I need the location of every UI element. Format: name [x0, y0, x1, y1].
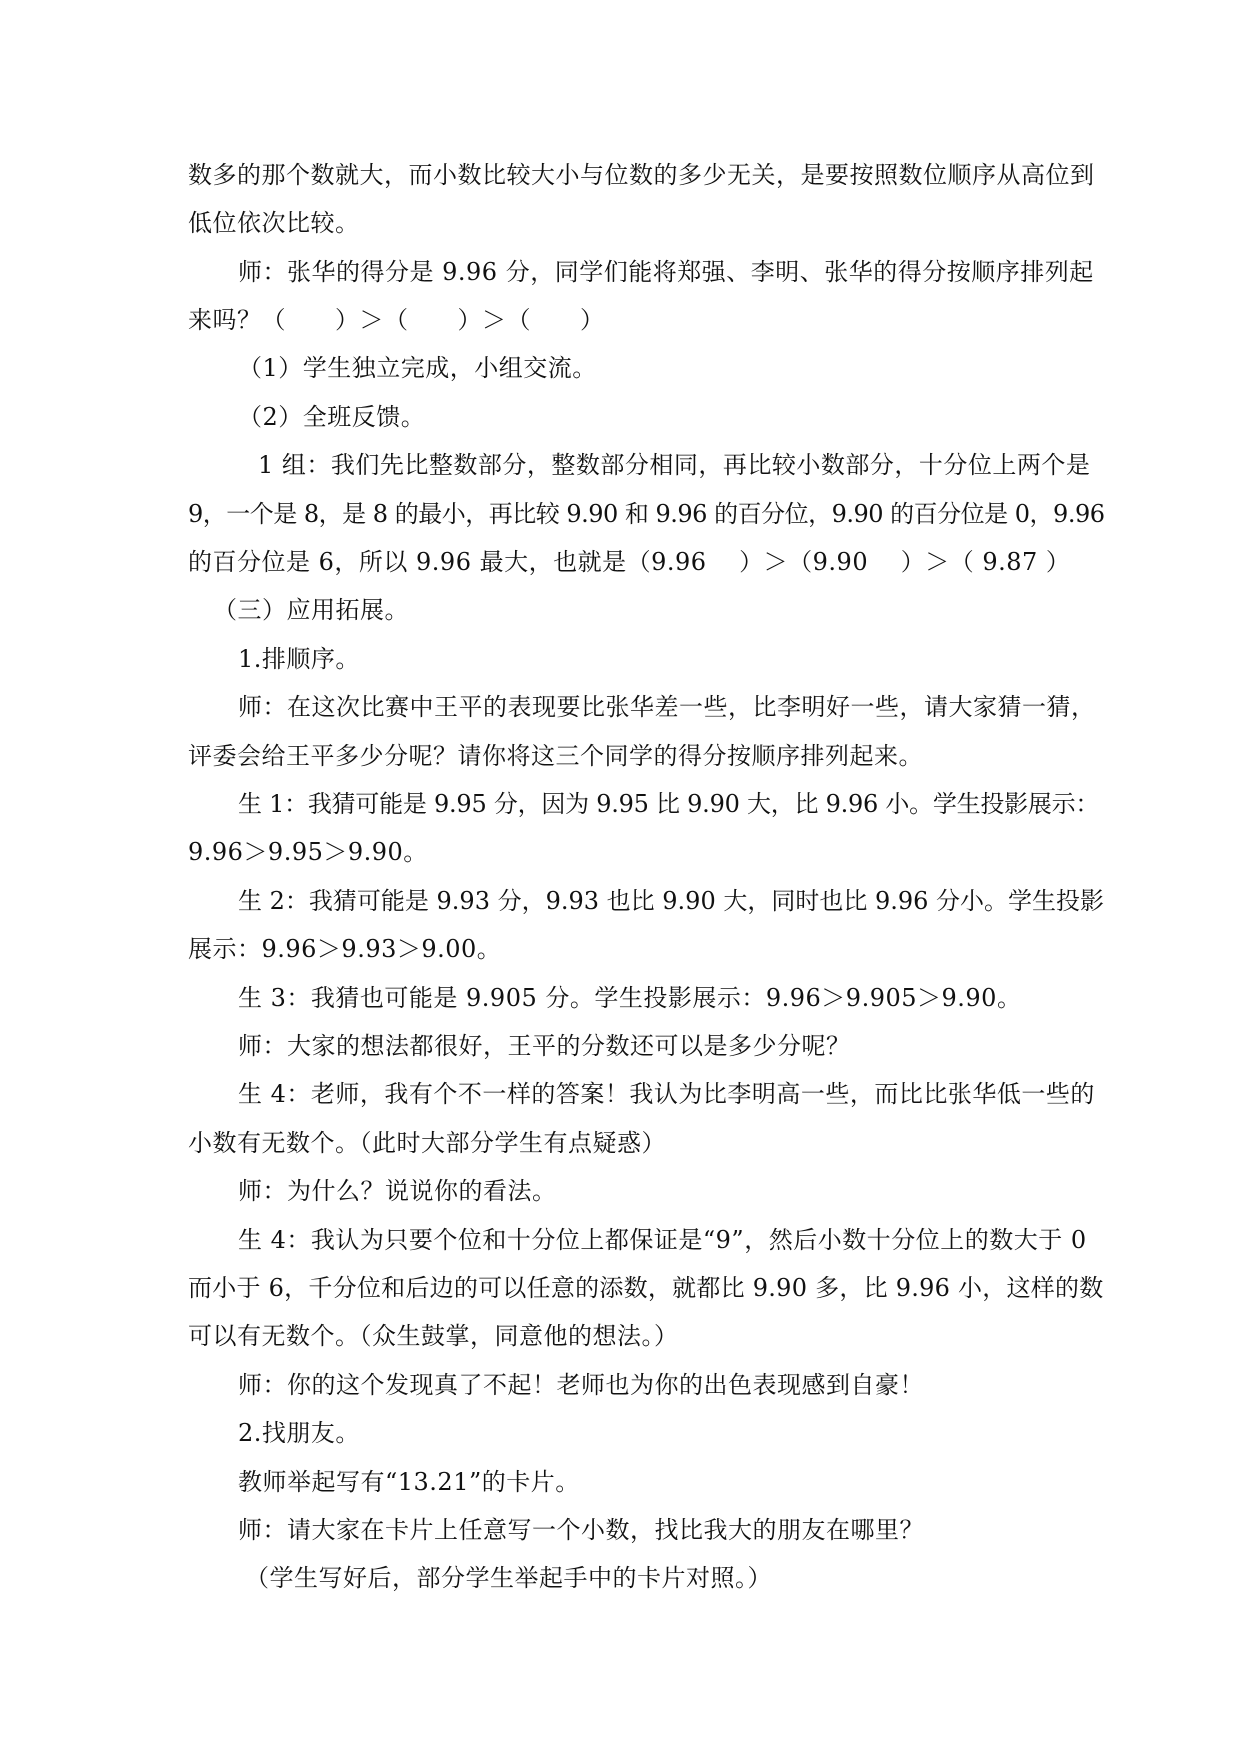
paragraph-line: 师：张华的得分是 9.96 分，同学们能将郑强、李明、张华的得分按顺序排列起: [238, 258, 1094, 286]
paragraph-line: （学生写好后，部分学生举起手中的卡片对照。）: [245, 1564, 772, 1592]
paragraph-line: 师：请大家在卡片上任意写一个小数，找比我大的朋友在哪里？: [238, 1516, 924, 1544]
paragraph-line: 低位依次比较。: [188, 209, 360, 237]
paragraph-line: 师：大家的想法都很好，王平的分数还可以是多少分呢？: [238, 1032, 851, 1060]
paragraph-line: 生 4：我认为只要个位和十分位上都保证是“9”，然后小数十分位上的数大于 0: [238, 1226, 1087, 1254]
paragraph-line: 数多的那个数就大，而小数比较大小与位数的多少无关，是要按照数位顺序从高位到: [188, 161, 1095, 189]
paragraph-line: 小数有无数个。（此时大部分学生有点疑惑）: [188, 1129, 666, 1157]
paragraph-line: 的百分位是 6，所以 9.96 最大，也就是（9.96 ）＞（9.90 ）＞（ 9.87 ）: [188, 548, 1071, 576]
paragraph-line: 9.96＞9.95＞9.90。: [188, 838, 428, 866]
paragraph-line: 生 2：我猜可能是 9.93 分，9.93 也比 9.90 大，同时也比 9.96 分小。学生投影: [238, 887, 1105, 915]
paragraph-line: 1 组：我们先比整数部分，整数部分相同，再比较小数部分，十分位上两个是: [258, 451, 1091, 479]
paragraph-line: 9，一个是 8，是 8 的最小，再比较 9.90 和 9.96 的百分位，9.90 的百分位是 0，9.96: [188, 500, 1105, 528]
paragraph-line: 展示：9.96＞9.93＞9.00。: [188, 935, 502, 963]
subsection-heading: 1.排顺序。: [238, 645, 360, 673]
paragraph-line: 生 3：我猜也可能是 9.905 分。学生投影展示：9.96＞9.905＞9.90。: [238, 984, 1022, 1012]
paragraph-line: 评委会给王平多少分呢？请你将这三个同学的得分按顺序排列起来。: [188, 742, 923, 770]
paragraph-line: 生 4：老师，我有个不一样的答案！我认为比李明高一些，而比比张华低一些的: [238, 1080, 1095, 1108]
paragraph-line: 师：在这次比赛中王平的表现要比张华差一些，比李明好一些，请大家猜一猜，: [238, 693, 1096, 721]
paragraph-line: 师：为什么？说说你的看法。: [238, 1177, 557, 1205]
paragraph-line: （1）学生独立完成，小组交流。: [238, 354, 597, 382]
paragraph-line: （2）全班反馈。: [238, 403, 426, 431]
paragraph-line: 生 1：我猜可能是 9.95 分，因为 9.95 比 9.90 大，比 9.96 小。学生投影展示：: [238, 790, 1100, 818]
subsection-heading: 2.找朋友。: [238, 1419, 360, 1447]
paragraph-line: 而小于 6，千分位和后边的可以任意的添数，就都比 9.90 多，比 9.96 小，这样的数: [188, 1274, 1104, 1302]
paragraph-line: 来吗？（ ）＞（ ）＞（ ）: [188, 306, 605, 334]
paragraph-line: 可以有无数个。（众生鼓掌，同意他的想法。）: [188, 1322, 679, 1350]
paragraph-line: 教师举起写有“13.21”的卡片。: [238, 1468, 580, 1496]
section-heading: （三）应用拓展。: [213, 596, 409, 624]
paragraph-line: 师：你的这个发现真了不起！老师也为你的出色表现感到自豪！: [238, 1371, 924, 1399]
